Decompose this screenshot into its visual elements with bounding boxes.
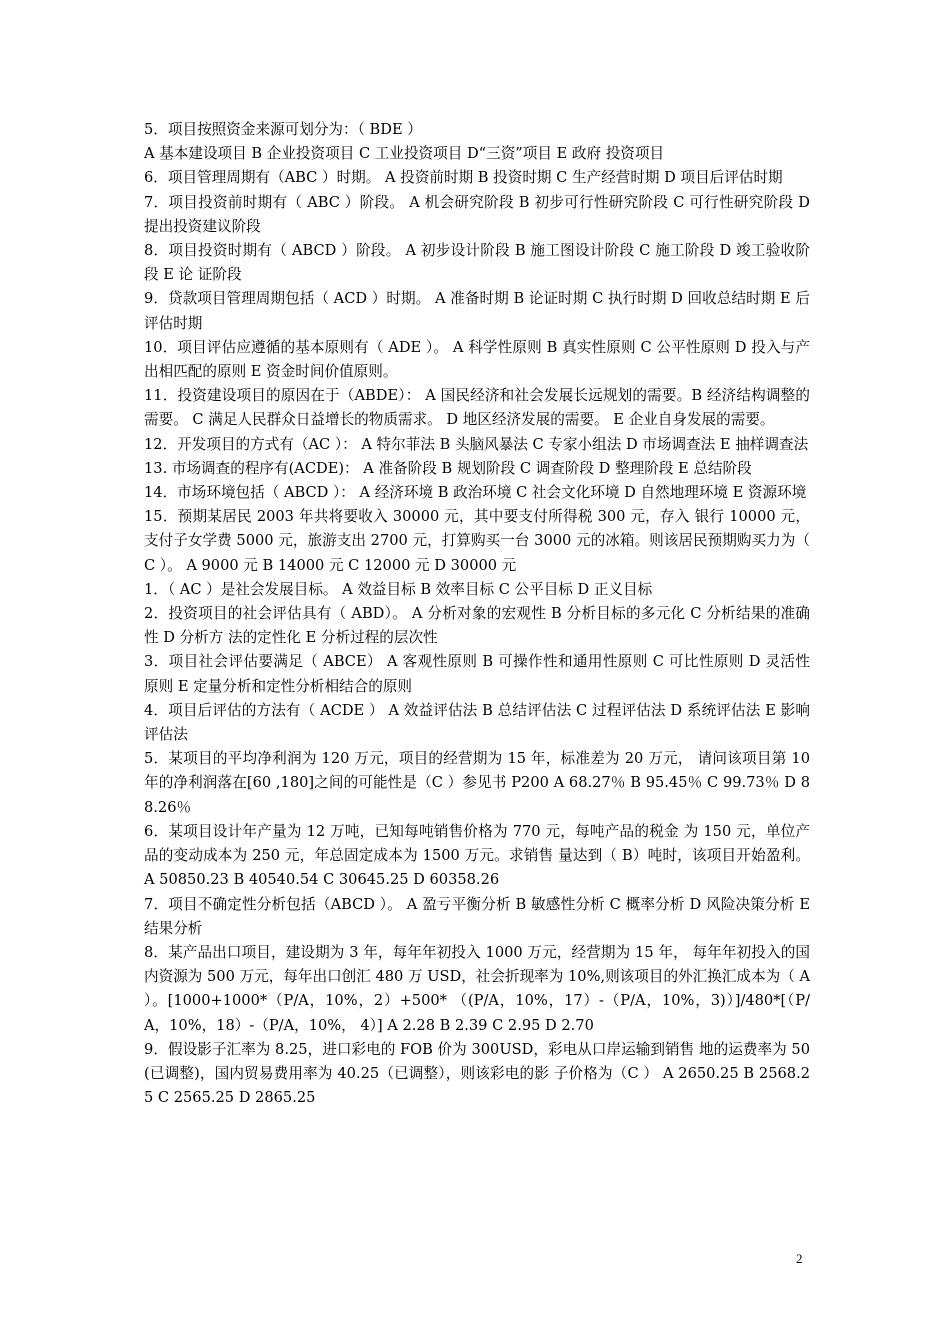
document-body [144, 118, 810, 1110]
question-paragraph: 9．贷款项目管理周期包括（ ACD ）时期。 A 准备时期 B 论证时期 C 执行时期 D 回收总结时期 E 后评估时期 [144, 290, 810, 332]
question-paragraph: 6．某项目设计年产量为 12 万吨，已知每吨销售价格为 770 元，每吨产品的税金 为 150 元，单位产品的变动成本为 250 元，年总固定成本为 1500 万元。求销售 量达到（ B）吨时，该项目开始盈利。 A 50850.23 B 40540.54 C 30645.25 D 60358.26 [144, 822, 810, 889]
question-paragraph: A 基本建设项目 B 企业投资项目 C 工业投资项目 D“三资”项目 E 政府 投资项目 [144, 145, 665, 163]
question-paragraph: 3．项目社会评估要满足（ ABCE） A 客观性原则 B 可操作性和通用性原则 C 可比性原则 D 灵活性 原则 E 定量分析和定性分析相结合的原则 [144, 653, 810, 695]
question-paragraph: 13. 市场调查的程序有(ACDE)： A 准备阶段 B 规划阶段 C 调查阶段 D 整理阶段 E 总结阶段 [144, 459, 752, 477]
question-paragraph: 5．项目按照资金来源可划分为：（ BDE ） [144, 121, 422, 138]
page-number: 2 [796, 1251, 803, 1266]
question-paragraph: 12．开发项目的方式有（AC ）： A 特尔菲法 B 头脑风暴法 C 专家小组法 D 市场调查法 E 抽样调查法 [144, 435, 809, 453]
question-paragraph: 15．预期某居民 2003 年共将要收入 30000 元，其中要支付所得税 300 元，存入 银行 10000 元，支付子女学费 5000 元，旅游支出 2700 元，打算购买一台 3000 元的冰箱。则该居民预期购买力为（ C ）。 A 9000 元 B 14000 元 C 12000 元 D 30000 元 [144, 508, 810, 574]
question-paragraph: 8．项目投资时期有（ ABCD ）阶段。 A 初步设计阶段 B 施工图设计阶段 C 施工阶段 D 竣工验收阶段 E 论 证阶段 [144, 242, 810, 284]
question-paragraph: 11．投资建设项目的原因在于（ABDE）： A 国民经济和社会发展长远规划的需要。B 经济结构调整的需要。 C 满足人民群众日益增长的物质需求。 D 地区经济发展的需要。 E 企业自身发展的需要。 [144, 387, 810, 429]
question-paragraph: 7．项目不确定性分析包括（ABCD ）。 A 盈亏平衡分析 B 敏感性分析 C 概率分析 D 风险决策分析 E 结果分析 [144, 895, 810, 937]
question-paragraph: 6．项目管理周期有（ABC ）时期。 A 投资前时期 B 投资时期 C 生产经营时期 D 项目后评估时期 [144, 169, 783, 187]
question-paragraph: 8．某产品出口项目，建设期为 3 年，每年年初投入 1000 万元，经营期为 15 年， 每年年初投入的国内资源为 500 万元，每年出口创汇 480 万 USD，社会折现率为 10%,则该项目的外汇换汇成本为（ A ）。[1000+1000*（P/A，10%，2）+500* （(P/A，10%，17）-（P/A，10%，3)）]/480*[（P/A，10%，18）-（P/A，10%， 4）] A 2.28 B 2.39 C 2.95 D 2.70 [144, 943, 810, 1034]
question-paragraph: 5．某项目的平均净利润为 120 万元，项目的经营期为 15 年，标准差为 20 万元， 请问该项目第 10 年的净利润落在[60 ,180]之间的可能性是（C ）参见书 P200 A 68.27％ B 95.45％ C 99.73％ D 88.26％ [144, 750, 810, 816]
question-paragraph: 4．项目后评估的方法有（ ACDE ） A 效益评估法 B 总结评估法 C 过程评估法 D 系统评估法 E 影响评估法 [144, 701, 810, 744]
question-paragraph: 2．投资项目的社会评估具有（ ABD）。 A 分析对象的宏观性 B 分析目标的多元化 C 分析结果的准确性 D 分析方 法的定性化 E 分析过程的层次性 [144, 605, 810, 647]
question-paragraph: 9．假设影子汇率为 8.25，进口彩电的 FOB 价为 300USD，彩电从口岸运输到销售 地的运费率为 50(已调整)，国内贸易费用率为 40.25（已调整），则该彩电的影 子价格为（C ） A 2650.25 B 2568.25 C 2565.25 D 2865.25 [144, 1040, 810, 1107]
question-paragraph: 1．（ AC ）是社会发展目标。 A 效益目标 B 效率目标 C 公平目标 D 正义目标 [144, 580, 653, 598]
question-paragraph: 10．项目评估应遵循的基本原则有（ ADE ）。 A 科学性原则 B 真实性原则 C 公平性原则 D 投入与产出相匹配的原则 E 资金时间价值原则。 [144, 338, 810, 381]
question-paragraph: 7．项目投资前时期有（ ABC ）阶段。 A 机会研究阶段 B 初步可行性研究阶段 C 可行性研究阶段 D 提出投资建议阶段 [144, 193, 810, 235]
question-paragraph: 14．市场环境包括（ ABCD ）： A 经济环境 B 政治环境 C 社会文化环境 D 自然地理环境 E 资源环境 [144, 484, 807, 502]
